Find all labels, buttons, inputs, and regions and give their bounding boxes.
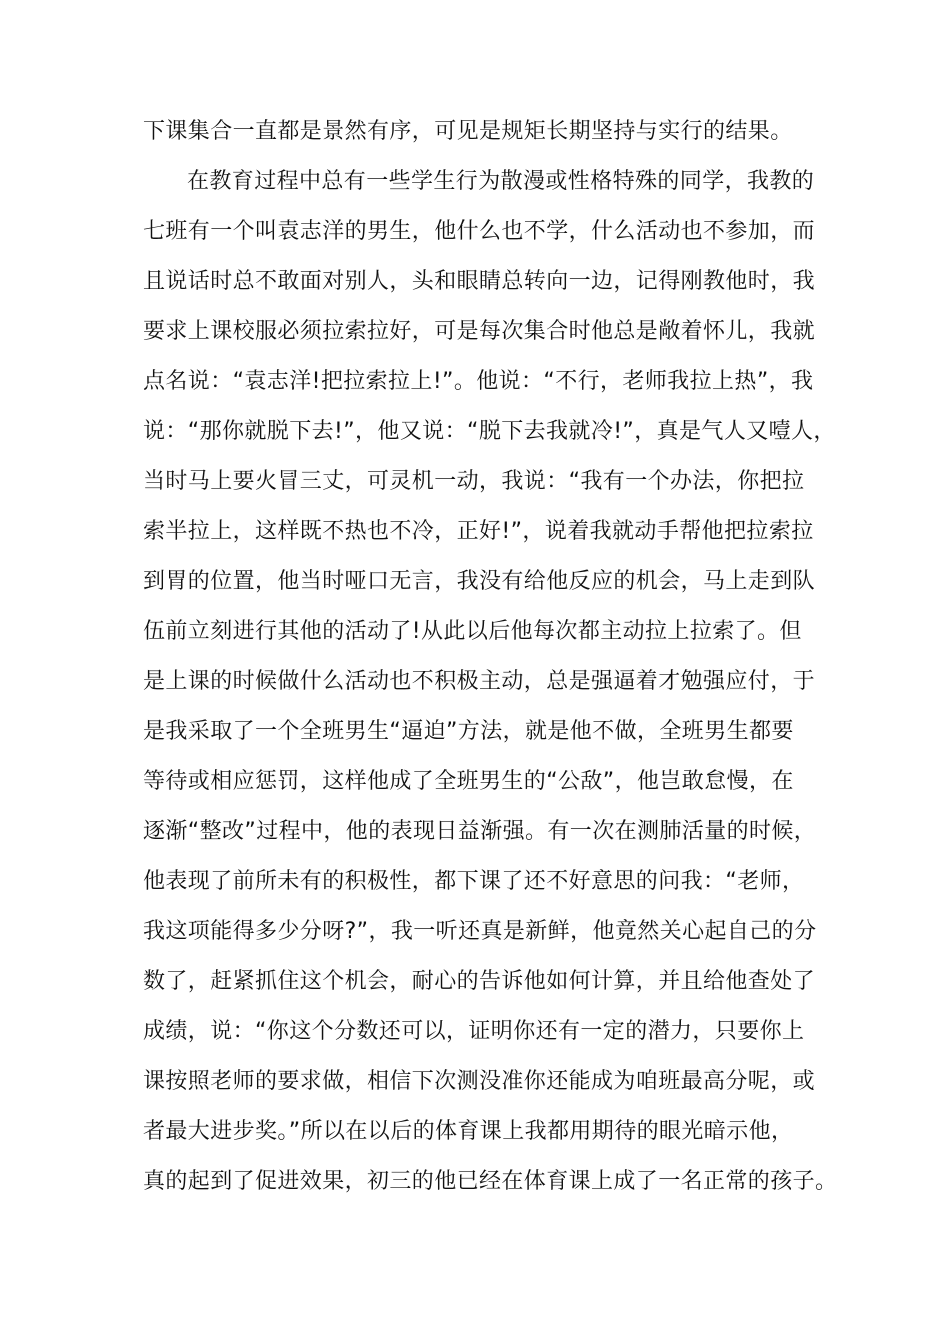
text-line: 说：“那你就脱下去!”，他又说：“脱下去我就冷!”，真是气人又噎人，: [143, 419, 836, 444]
text-line: 索半拉上，这样既不热也不冷，正好!”，说着我就动手帮他把拉索拉: [143, 519, 814, 544]
text-line: 等待或相应惩罚，这样他成了全班男生的“公敌”，他岂敢怠慢，在: [143, 769, 794, 794]
text-line: 要求上课校服必须拉索拉好，可是每次集合时他总是敞着怀儿，我就: [143, 319, 816, 344]
text-line: 伍前立刻进行其他的活动了!从此以后他每次都主动拉上拉索了。但: [143, 619, 802, 644]
text-line: 我这项能得多少分呀?”，我一听还真是新鲜，他竟然关心起自己的分: [143, 919, 817, 944]
text-line: 他表现了前所未有的积极性，都下课了还不好意思的问我：“老师，: [143, 869, 805, 894]
text-line: 点名说：“袁志洋!把拉索拉上!”。他说：“不行，老师我拉上热”，我: [143, 369, 814, 394]
text-line: 是我采取了一个全班男生“逼迫”方法，就是他不做，全班男生都要: [143, 719, 794, 744]
text-line: 到胃的位置，他当时哑口无言，我没有给他反应的机会，马上走到队: [143, 569, 816, 594]
text-line: 且说话时总不敢面对别人，头和眼睛总转向一边，记得刚教他时，我: [143, 269, 816, 294]
text-line: 七班有一个叫袁志洋的男生，他什么也不学，什么活动也不参加，而: [143, 219, 816, 244]
text-line: 是上课的时候做什么活动也不积极主动，总是强逼着才勉强应付，于: [143, 669, 816, 694]
text-line: 数了，赶紧抓住这个机会，耐心的告诉他如何计算，并且给他查处了: [143, 969, 816, 994]
text-line: 逐渐“整改”过程中，他的表现日益渐强。有一次在测肺活量的时候，: [143, 819, 817, 844]
text-line: 者最大进步奖。”所以在以后的体育课上我都用期待的眼光暗示他，: [143, 1119, 794, 1144]
text-line: 成绩，说：“你这个分数还可以，证明你还有一定的潜力，只要你上: [143, 1019, 805, 1044]
text-line: 课按照老师的要求做，相信下次测没准你还能成为咱班最高分呢，或: [143, 1069, 816, 1094]
text-line: 当时马上要火冒三丈，可灵机一动，我说：“我有一个办法，你把拉: [143, 469, 805, 494]
text-line: 真的起到了促进效果，初三的他已经在体育课上成了一名正常的孩子。: [143, 1169, 838, 1194]
text-line: 下课集合一直都是景然有序，可见是规矩长期坚持与实行的结果。: [143, 119, 793, 144]
paragraph-first-line: 在教育过程中总有一些学生行为散漫或性格特殊的同学，我教的: [187, 169, 815, 194]
